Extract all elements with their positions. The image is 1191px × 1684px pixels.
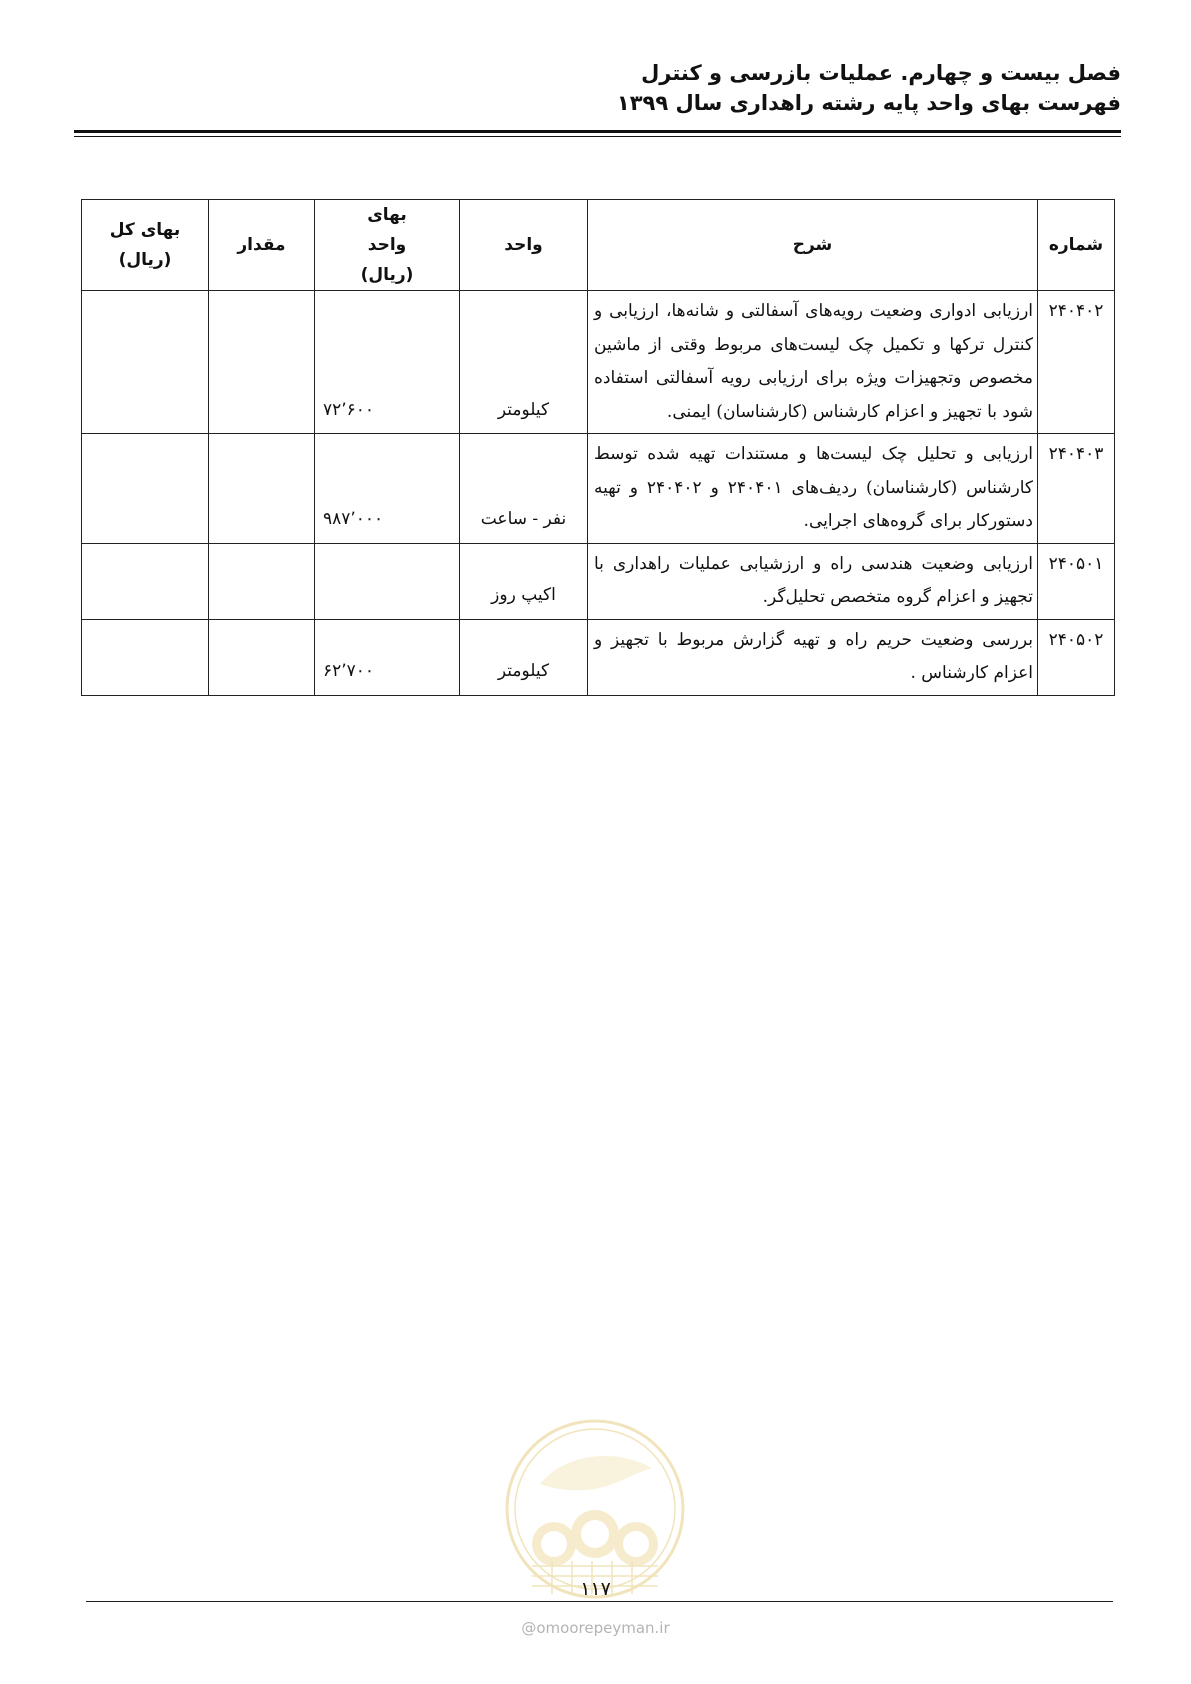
price-list-table	[81, 199, 1115, 696]
item-code: ۲۴۰۵۰۲	[1038, 619, 1115, 695]
table-row	[82, 543, 1115, 619]
col-header-code: شماره	[1038, 200, 1115, 291]
item-total-price	[82, 619, 209, 695]
item-unit-price: ۹۸۷٬۰۰۰	[315, 434, 460, 544]
col-header-total-price: بهای کل (ریال)	[82, 200, 209, 291]
header-rule-thick	[74, 130, 1121, 133]
chapter-title: فصل بیست و چهارم. عملیات بازرسی و کنترل	[641, 61, 1121, 85]
footer-rule	[86, 1601, 1113, 1602]
col-header-unit: واحد	[460, 200, 588, 291]
item-unit: اکیپ روز	[460, 543, 588, 619]
table-row	[82, 291, 1115, 434]
item-unit: کیلومتر	[460, 619, 588, 695]
item-quantity	[209, 434, 315, 544]
item-unit-price: ۷۲٬۶۰۰	[315, 291, 460, 434]
table-header-row	[82, 200, 1115, 291]
item-unit: کیلومتر	[460, 291, 588, 434]
item-description: ارزیابی وضعیت هندسی راه و ارزشیابی عملیات راهداری با تجهیز و اعزام گروه متخصص تحلیل‌گر.	[588, 543, 1038, 619]
item-total-price	[82, 291, 209, 434]
col-header-description: شرح	[588, 200, 1038, 291]
col-header-unit-price: بهای واحد (ریال)	[315, 200, 460, 291]
item-description: بررسی وضعیت حریم راه و تهیه گزارش مربوط با تجهیز و اعزام کارشناس .	[588, 619, 1038, 695]
item-quantity	[209, 291, 315, 434]
item-unit-price	[315, 543, 460, 619]
page-header	[70, 58, 1121, 118]
item-total-price	[82, 543, 209, 619]
header-rule-thin	[74, 136, 1121, 137]
item-code: ۲۴۰۴۰۳	[1038, 434, 1115, 544]
item-code: ۲۴۰۴۰۲	[1038, 291, 1115, 434]
item-description: ارزیابی و تحلیل چک لیست‌ها و مستندات تهیه شده توسط کارشناس (کارشناسان) ردیف‌های ۲۴۰۴۰۱ و ۲۴۰۴۰۲ و تهیه دستورکار برای گروه‌های اجرایی.	[588, 434, 1038, 544]
item-total-price	[82, 434, 209, 544]
page-number: ۱۱۷	[580, 1578, 611, 1600]
item-unit: نفر - ساعت	[460, 434, 588, 544]
item-quantity	[209, 543, 315, 619]
item-quantity	[209, 619, 315, 695]
col-header-quantity: مقدار	[209, 200, 315, 291]
table-row	[82, 619, 1115, 695]
item-unit-price: ۶۲٬۷۰۰	[315, 619, 460, 695]
watermark-url: @omoorepeyman.ir	[521, 1619, 670, 1637]
watermark-logo-icon	[502, 1416, 688, 1602]
table-row	[82, 434, 1115, 544]
document-title: فهرست بهای واحد پایه رشته راهداری سال ۱۳۹۹	[616, 91, 1121, 115]
item-description: ارزیابی ادواری وضعیت رویه‌های آسفالتی و شانه‌ها، ارزیابی و کنترل ترکها و تکمیل چک لیست‌های مربوط وقتی از ماشین مخصوص وتجهیزات ویژه برای ارزیابی رویه آسفالتی استفاده شود با تجهیز و اعزام کارشناس (کارشناسان) ایمنی.	[588, 291, 1038, 434]
item-code: ۲۴۰۵۰۱	[1038, 543, 1115, 619]
